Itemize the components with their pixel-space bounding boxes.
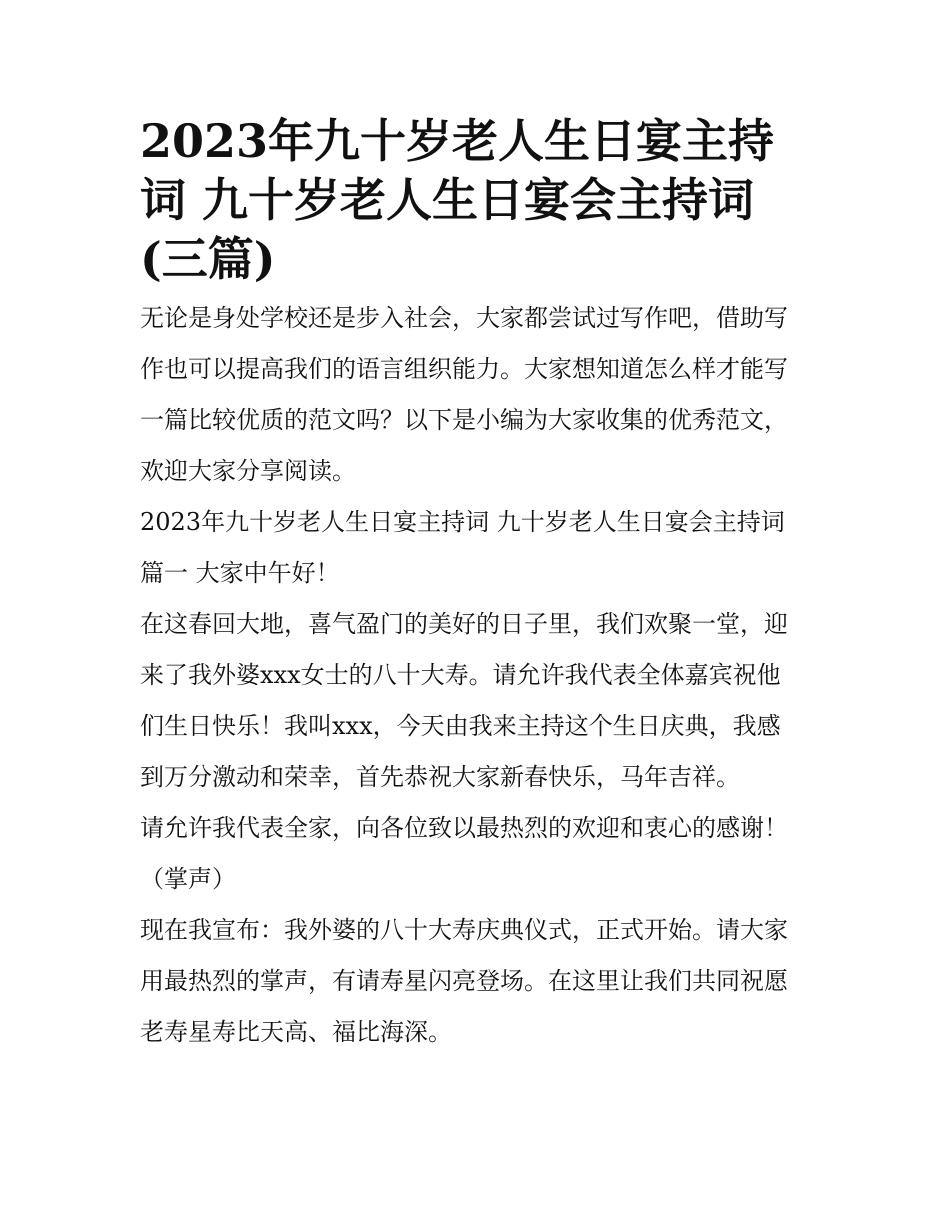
body-paragraph xyxy=(140,803,820,905)
intro-paragraph xyxy=(140,293,820,497)
text-line: 2023年九十岁老人生日宴主持词 九十岁老人生日宴会主持词 xyxy=(140,508,785,536)
text-line: 一篇比较优质的范文吗？以下是小编为大家收集的优秀范文， xyxy=(140,406,788,434)
text-line: 作也可以提高我们的语言组织能力。大家想知道怎么样才能写 xyxy=(140,355,788,383)
document-title xyxy=(140,112,820,289)
text-line: 们生日快乐！我叫xxx，今天由我来主持这个生日庆典，我感 xyxy=(140,712,781,740)
text-line: 用最热烈的掌声，有请寿星闪亮登场。在这里让我们共同祝愿 xyxy=(140,967,788,995)
section-heading xyxy=(140,497,820,599)
title-line: (三篇) xyxy=(140,232,276,286)
title-line: 词 九十岁老人生日宴会主持词 xyxy=(140,173,755,227)
document-page xyxy=(140,112,820,1058)
text-line: 来了我外婆xxx女士的八十大寿。请允许我代表全体嘉宾祝他 xyxy=(140,661,781,689)
text-line: 在这春回大地，喜气盈门的美好的日子里，我们欢聚一堂，迎 xyxy=(140,610,788,638)
body-paragraph xyxy=(140,599,820,803)
text-line: 欢迎大家分享阅读。 xyxy=(140,457,356,485)
body-paragraph xyxy=(140,905,820,1058)
title-line: 2023年九十岁老人生日宴主持 xyxy=(140,114,775,168)
text-line: 篇一 大家中午好！ xyxy=(140,559,340,587)
text-line: 到万分激动和荣幸，首先恭祝大家新春快乐，马年吉祥。 xyxy=(140,763,740,791)
text-line: 无论是身处学校还是步入社会，大家都尝试过写作吧，借助写 xyxy=(140,304,788,332)
document-body xyxy=(140,293,820,1058)
text-line: （掌声） xyxy=(140,865,236,893)
text-line: 现在我宣布：我外婆的八十大寿庆典仪式，正式开始。请大家 xyxy=(140,916,788,944)
text-line: 老寿星寿比天高、福比海深。 xyxy=(140,1018,452,1046)
text-line: 请允许我代表全家，向各位致以最热烈的欢迎和衷心的感谢！ xyxy=(140,814,788,842)
